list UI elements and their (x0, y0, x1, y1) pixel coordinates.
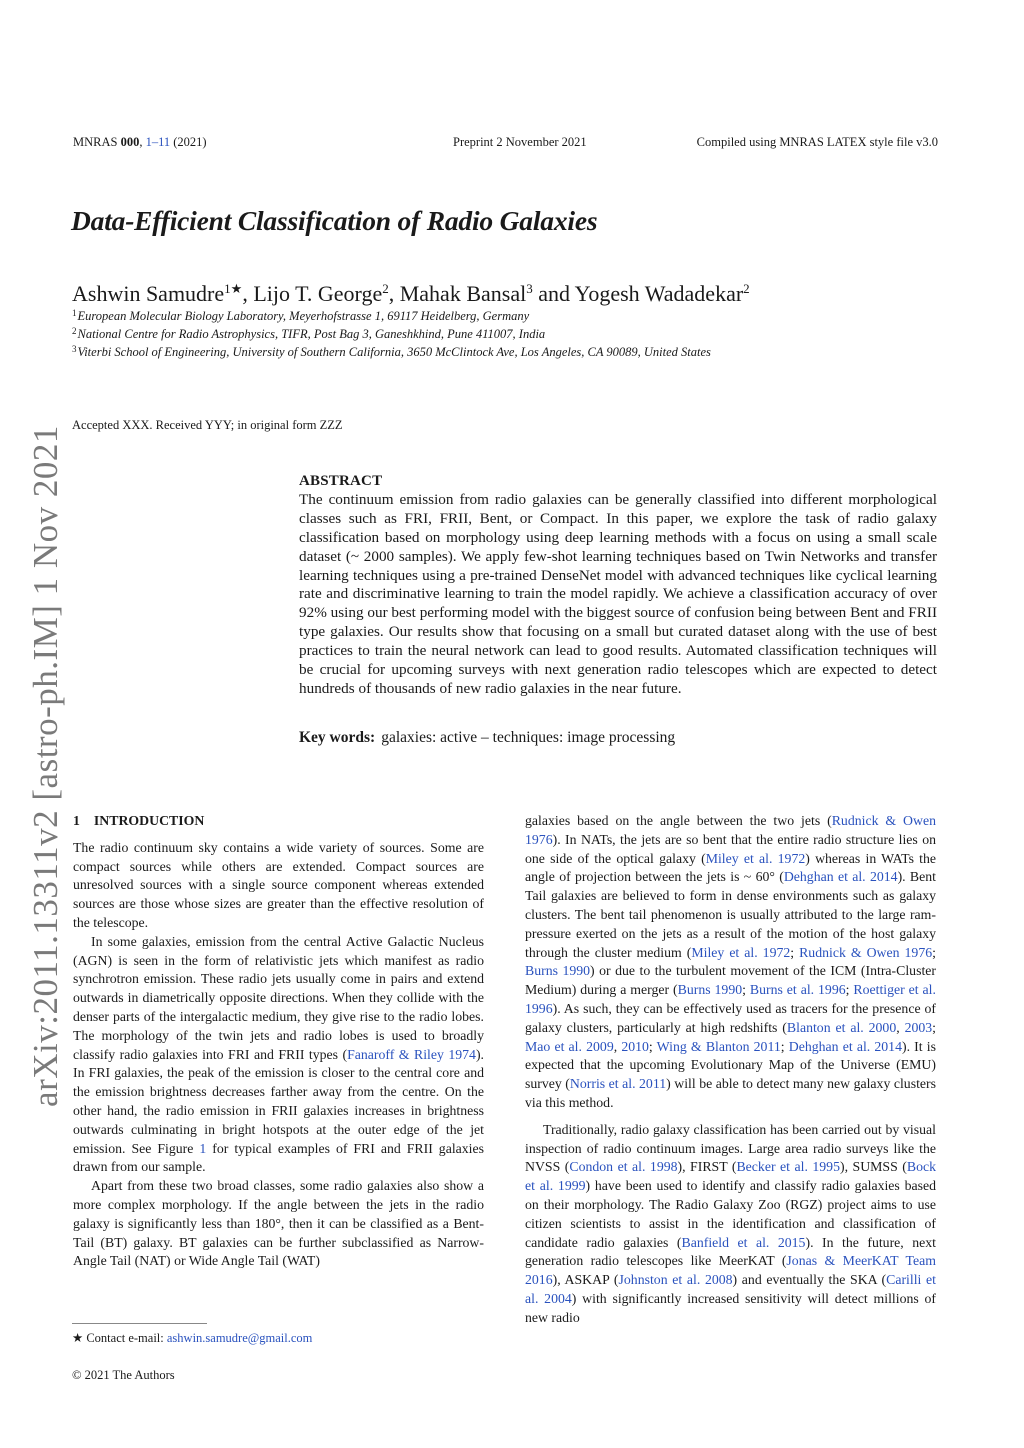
citation-link[interactable]: 2010 (621, 1038, 649, 1054)
compiled-note: Compiled using MNRAS LATEX style file v3.0 (696, 135, 938, 149)
citation-link[interactable]: Jonas & MeerKAT Team 2016 (525, 1253, 936, 1288)
accepted-line: Accepted XXX. Received YYY; in original form ZZZ (72, 418, 343, 432)
citation-link[interactable]: Burns 1990 (677, 982, 743, 998)
citation-link[interactable]: Burns 1990 (525, 963, 591, 979)
star-icon: ★ (72, 1331, 84, 1345)
affiliation (72, 308, 529, 324)
paragraph: Apart from these two broad classes, some radio galaxies also show a more complex morphology. If the angle between the jets in the radio galaxy is significantly less than 180°, then it can be classified as a Bent-Tail (BT) galaxy. BT galaxies can be further subclassified as Narrow-Angle Tail (NAT) or Wide Angle Tail (WAT) (73, 1178, 484, 1269)
citation-link[interactable]: Norris et al. 2011 (569, 1076, 667, 1092)
abstract-heading: ABSTRACT (299, 473, 383, 489)
preprint-date: Preprint 2 November 2021 (453, 135, 587, 149)
affiliation-number: 2 (72, 326, 77, 336)
text-run: ) whereas in WATs the angle of projection between the jets is ~ 60° ( (525, 850, 937, 885)
paper-title: Data-Efficient Classification of Radio Galaxies (71, 205, 598, 236)
text-run: ; (790, 944, 800, 960)
text-run: ). As such, they can be effectively used as tracers for the presence of galaxy clusters, particularly at high redshifts ( (525, 1000, 936, 1035)
text-run: In some galaxies, emission from the central Active Galactic Nucleus (AGN) is seen in the form of relativistic jets which manifest as radio synchrotron emission. These radio jets usually come in pairs and extend outwards in diametrically opposite directions. When they collide with the denser parts of the intergalactic medium, they give rise to the radio lobes. The morphology of the twin jets and radio lobes is used to broadly classify radio galaxies into FRI and FRII types ( (73, 933, 484, 1062)
citation-link[interactable]: Wing & Blanton 2011 (656, 1038, 781, 1054)
text-run: ). In NATs, the jets are so bent that the entire radio structure lies on one side of the optical galaxy ( (525, 831, 936, 866)
text-run: ). In the future, next generation radio telescopes like MeerKAT ( (525, 1234, 936, 1269)
author-sup: 3 (526, 281, 533, 296)
text-run: ) have been used to identify and classify radio galaxies based on their morphology. The Radio Galaxy Zoo (RGZ) project aims to use citizen scientists to assist in the identification and classification of candidate radio galaxies ( (525, 1178, 936, 1250)
copyright: © 2021 The Authors (72, 1368, 175, 1382)
citation-link[interactable]: Bock et al. 1999 (525, 1159, 936, 1194)
keywords-label: Key words: (299, 729, 376, 746)
author-name: Ashwin Samudre (72, 281, 225, 306)
journal-volume: 000 (120, 135, 140, 149)
section-title: INTRODUCTION (93, 813, 205, 828)
text-run: ) and eventually the SKA ( (732, 1272, 887, 1288)
text-run: for typical examples of FRI and FRII galaxies drawn from our sample. (73, 1140, 485, 1175)
citation-link[interactable]: Miley et al. 1972 (691, 944, 791, 960)
citation-link[interactable]: Dehghan et al. 2014 (788, 1038, 902, 1054)
text-run: , (896, 1019, 905, 1035)
abstract-text: The continuum emission from radio galaxies can be generally classified into different morphological classes such as FRI, FRII, Bent, or Compact. In this paper, we explore the task of radio galaxy classification based on morphology using deep learning methods with a focus on using a small scale dataset (~ 2000 samples). We apply few-shot learning techniques based on Twin Networks and transfer learning techniques using a pre-trained DenseNet model with advanced techniques like cyclical learning rate and discriminative learning to train the model rapidly. We achieve a classification accuracy of over 92% using our best performing model with the biggest source of confusion being between Bent and FRII type galaxies. Our results show that focusing on a small but curated dataset along with the use of best practices to train the neural network can lead to good results. Automated classification techniques will be crucial for upcoming surveys with next generation radio telescopes which are expected to detect hundreds of thousands of new radio galaxies in the near future. (299, 490, 937, 697)
section-number: 1 (73, 813, 80, 828)
author-name: Mahak Bansal (399, 281, 527, 306)
right-column (525, 812, 936, 1328)
section-heading (73, 812, 484, 831)
author-separator: , (242, 281, 254, 306)
footnote (72, 1330, 312, 1346)
citation-link[interactable]: Becker et al. 1995 (736, 1159, 840, 1175)
text-run: ; (648, 1038, 657, 1054)
citation-link[interactable]: Carilli et al. 2004 (525, 1272, 936, 1306)
abstract (299, 472, 937, 699)
citation-link[interactable]: Banfield et al. 2015 (681, 1234, 806, 1250)
affiliation-number: 1 (72, 308, 77, 318)
paragraph (73, 933, 484, 1177)
left-column (73, 812, 484, 1271)
affiliation-text: National Centre for Radio Astrophysics, TIFR, Post Bag 3, Ganeshkhind, Pune 411007, India (77, 327, 546, 341)
author-name: Yogesh Wadadekar (574, 281, 744, 306)
citation-link[interactable]: Blanton et al. 2000 (786, 1019, 897, 1035)
citation-link[interactable]: Fanaroff & Riley 1974 (347, 1046, 476, 1062)
citation-link[interactable]: Burns et al. 1996 (749, 982, 846, 998)
text-run: ). It is expected that the upcoming Evolutionary Map of the Universe (EMU) survey ( (525, 1038, 936, 1092)
citation-link[interactable]: Roettiger et al. 1996 (525, 982, 936, 1016)
author-separator: and (532, 281, 575, 306)
citation-link[interactable]: Condon et al. 1998 (569, 1159, 678, 1175)
text-run: ; (845, 982, 854, 998)
text-run: ), FIRST ( (677, 1159, 737, 1175)
affiliation-text: European Molecular Biology Laboratory, Meyerhofstrasse 1, 69117 Heidelberg, Germany (77, 309, 530, 323)
affiliation (72, 326, 545, 342)
text-run: ), ASKAP ( (552, 1272, 619, 1288)
affiliation-text: Viterbi School of Engineering, University of Southern California, 3650 McClintock Ave, Los Angeles, CA 90089, United States (77, 345, 711, 359)
author-name: Lijo T. George (253, 281, 383, 306)
running-header-left: MNRAS 000, 1–11 (2021) (73, 135, 207, 149)
citation-link[interactable]: Rudnick & Owen 1976 (525, 813, 936, 847)
citation-link[interactable]: Johnston et al. 2008 (618, 1272, 733, 1288)
text-run: ). Bent Tail galaxies are believed to form in dense environments such as galaxy clusters. The bent tail phenomenon is usually attributed to the large ram-pressure exerted on the jets as a result of the motion of the host galaxy through the cluster medium ( (525, 869, 936, 960)
text-run: ) will be able to detect many new galaxy clusters via this method. (525, 1076, 936, 1110)
text-run: ). In FRI galaxies, the peak of the emission is closer to the central core and the emission brightness decreases farther away from the centre. On the other hand, the radio emission in FRII galaxies increases in brightness outwards culminating in bright hotspots at the outer edge of the jet emission. See Figure (73, 1046, 484, 1156)
citation-link[interactable]: Mao et al. 2009 (525, 1038, 614, 1054)
author-separator: , (388, 281, 400, 306)
figure-link[interactable]: 1 (199, 1140, 207, 1156)
text-run: galaxies based on the angle between the two jets ( (525, 813, 832, 828)
keywords (299, 729, 675, 747)
page-range-link[interactable]: 1–11 (145, 135, 171, 149)
text-run: ) with significantly increased sensitivity will detect millions of new radio (525, 1290, 937, 1325)
keywords-text: galaxies: active – techniques: image processing (381, 729, 676, 746)
paragraph (525, 1121, 936, 1328)
paragraph (525, 812, 936, 1113)
text-run: , (613, 1038, 622, 1054)
author-list (72, 281, 750, 307)
footnote-label: Contact e-mail: (86, 1331, 164, 1345)
citation-link[interactable]: Miley et al. 1972 (705, 850, 806, 866)
text-run: ; (932, 1019, 937, 1035)
text-run: Traditionally, radio galaxy classification has been carried out by visual inspection of radio continuum images. Large area radio surveys like the NVSS ( (525, 1121, 936, 1175)
author-sup: 1★ (224, 281, 243, 296)
footnote-rule (72, 1323, 207, 1324)
email-link[interactable]: ashwin.samudre@gmail.com (166, 1331, 313, 1345)
citation-link[interactable]: Dehghan et al. 2014 (783, 869, 898, 885)
paragraph: The radio continuum sky contains a wide variety of sources. Some are compact sources while others are extended. Compact sources are unresolved sources with a single source component whereas extended sources are those whose sizes are greater than the effective resolution of the telescope. (73, 839, 484, 930)
text-run: ), SUMSS ( (839, 1159, 907, 1175)
author-sup: 2 (382, 281, 389, 296)
journal-year: (2021) (173, 135, 207, 149)
citation-link[interactable]: 2003 (904, 1019, 933, 1035)
citation-link[interactable]: Rudnick & Owen 1976 (799, 944, 933, 960)
journal-name: MNRAS (73, 135, 118, 149)
text-run: ; (742, 982, 750, 998)
affiliation (72, 344, 711, 360)
author-sup: 2 (743, 281, 750, 296)
text-run: ; (932, 944, 936, 960)
affiliation-number: 3 (72, 344, 77, 354)
text-run: ) or due to the turbulent movement of the ICM (Intra-Cluster Medium) during a merger ( (525, 963, 936, 998)
arxiv-stamp: arXiv:2011.13311v2 [astro-ph.IM] 1 Nov 2021 (26, 425, 65, 1107)
text-run: ; (780, 1038, 789, 1054)
